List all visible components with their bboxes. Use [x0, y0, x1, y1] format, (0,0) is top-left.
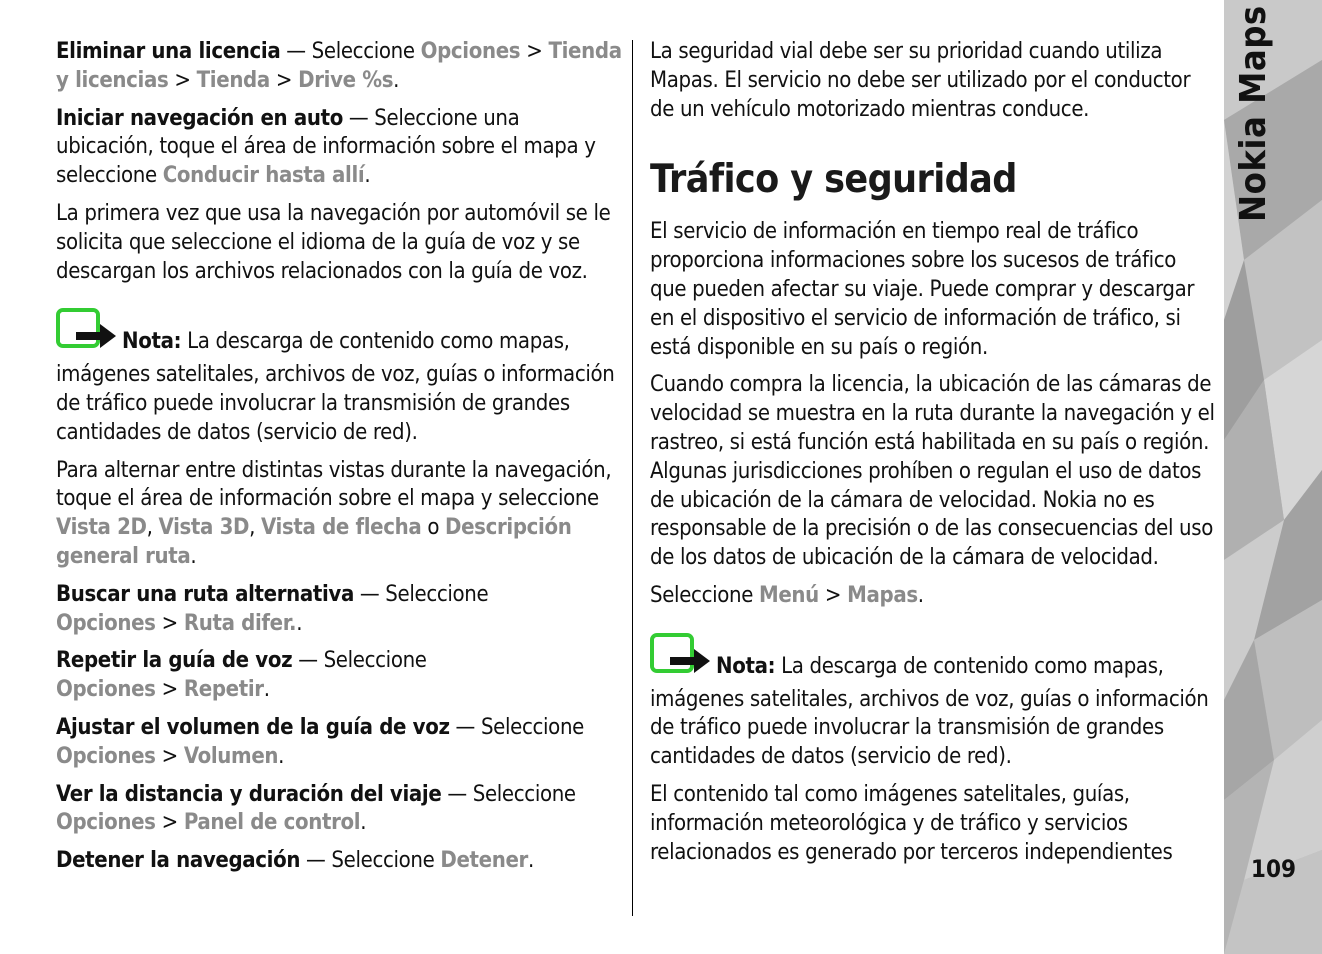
body-text: Seleccione: [650, 582, 759, 608]
separator: >: [161, 610, 178, 636]
menu-drive: Drive %s: [298, 67, 394, 93]
menu-dashboard: Panel de control: [183, 810, 361, 836]
menu-stop: Detener: [440, 848, 528, 874]
separator: >: [161, 743, 178, 769]
menu-view-3d: Vista 3D: [158, 515, 250, 541]
chapter-title: Nokia Maps: [1233, 5, 1274, 222]
menu-different-route: Ruta difer.: [183, 610, 297, 636]
conjunction: o: [421, 515, 446, 541]
label-stop-navigation: Detener la navegación: [56, 848, 301, 874]
left-column: [56, 38, 622, 885]
paragraph-repeat-voice: [56, 647, 622, 705]
comma: ,: [249, 515, 261, 541]
menu-arrow-view: Vista de flecha: [260, 515, 422, 541]
right-column: [650, 38, 1216, 876]
period: .: [917, 582, 924, 608]
period: .: [527, 848, 534, 874]
paragraph-traffic-info: El servicio de información en tiempo real de tráfico proporciona informaciones sobre los sucesos de tráfico que pueden afectar su viaje. Puede comprar y descargar en el dispositivo el servicio de información de tráfico, si está disponible en su país o región.: [650, 219, 1195, 360]
separator: >: [275, 67, 293, 93]
separator: >: [161, 810, 178, 836]
period: .: [393, 67, 400, 93]
column-divider: [632, 40, 633, 916]
period: .: [190, 543, 197, 569]
menu-maps: Mapas: [847, 582, 918, 608]
paragraph-speed-cameras: Cuando compra la licencia, la ubicación de las cámaras de velocidad se muestra en la ruta durante la navegación y el rastreo, si está función está habilitada en su país o región. Algunas jurisdicciones prohíben o regulan el uso de datos de ubicación de la cámara de velocidad. Nokia no es responsable de la precisión o de las consecuencias del uso de los datos de ubicación de la cámara de velocidad.: [650, 372, 1215, 571]
menu-menu: Menú: [758, 582, 819, 608]
dash-text: — Seleccione: [353, 581, 489, 607]
label-alternative-route: Buscar una ruta alternativa: [56, 581, 354, 607]
paragraph-stop-navigation: [56, 847, 622, 876]
menu-store: Tienda: [196, 67, 270, 93]
label-trip-distance: Ver la distancia y duración del viaje: [56, 781, 442, 807]
paragraph-switch-views: [56, 457, 622, 572]
label-adjust-volume: Ajustar el volumen de la guía de voz: [56, 714, 450, 740]
menu-view-2d: Vista 2D: [56, 515, 147, 541]
note-text: La descarga de contenido como mapas, imágenes satelitales, archivos de voz, guías o información de tráfico puede involucrar la transmisión de grandes cantidades de datos (servicio de red).: [650, 653, 1209, 770]
comma: ,: [146, 515, 159, 541]
paragraph-remove-license: [56, 38, 622, 96]
menu-options: Opciones: [56, 810, 156, 836]
separator: >: [161, 677, 178, 703]
note-text: La descarga de contenido como mapas, imágenes satelitales, archivos de voz, guías o información de tráfico puede involucrar la transmisión de grandes cantidades de datos (servicio de red).: [56, 329, 615, 445]
dash-text: — Seleccione: [300, 848, 441, 874]
body-text: — Seleccione una ubicación, toque el área de información sobre el mapa y seleccione: [56, 105, 596, 189]
note-paragraph-right: [650, 633, 1216, 772]
menu-options: Opciones: [56, 610, 156, 636]
dash-text: — Seleccione: [441, 781, 576, 807]
menu-options: Opciones: [420, 39, 521, 64]
dash-text: — Seleccione: [292, 648, 427, 674]
note-icon: [56, 308, 118, 361]
menu-store-licenses: Tienda y licencias: [56, 39, 622, 93]
menu-route-overview: Descripción general ruta: [56, 515, 572, 569]
separator: >: [824, 582, 842, 608]
label-start-car-navigation: Iniciar navegación en auto: [56, 105, 343, 131]
page-number: 109: [1250, 855, 1296, 883]
body-text: Para alternar entre distintas vistas durante la navegación, toque el área de información sobre el mapa y seleccione: [56, 457, 612, 512]
paragraph-start-car-navigation: [56, 105, 622, 191]
dash-text: — Seleccione: [449, 714, 584, 740]
paragraph-road-safety: La seguridad vial debe ser su prioridad cuando utiliza Mapas. El servicio no debe ser utilizado por el conductor de un vehículo motorizado mientras conduce.: [650, 39, 1191, 122]
note-paragraph-left: [56, 308, 622, 447]
paragraph-trip-distance: [56, 781, 622, 839]
paragraph-adjust-volume: [56, 714, 622, 772]
note-label: Nota:: [122, 329, 182, 355]
note-label: Nota:: [716, 653, 776, 679]
separator: >: [526, 39, 543, 64]
paragraph-select-menu: [650, 582, 1216, 611]
dash-text: — Seleccione: [280, 39, 421, 64]
period: .: [360, 810, 367, 836]
separator: >: [174, 67, 191, 93]
period: .: [364, 163, 371, 189]
period: .: [278, 743, 285, 769]
paragraph-alternative-route: [56, 581, 622, 639]
menu-repeat: Repetir: [183, 677, 264, 703]
menu-drive-to: Conducir hasta allí: [162, 163, 365, 189]
menu-options: Opciones: [56, 677, 156, 703]
note-icon: [650, 633, 712, 686]
menu-volume: Volumen: [183, 743, 279, 769]
period: .: [296, 610, 303, 636]
period: .: [263, 677, 270, 703]
paragraph-third-party-content: El contenido tal como imágenes satelitales, guías, información meteorológica y de tráfico y servicios relacionados es generado por terceros independientes: [650, 781, 1173, 865]
section-heading-traffic-safety: Tráfico y seguridad: [650, 157, 1017, 203]
menu-options: Opciones: [56, 743, 156, 769]
label-remove-license: Eliminar una licencia: [56, 39, 281, 64]
paragraph-first-time-voice: La primera vez que usa la navegación por automóvil se le solicita que seleccione el idioma de la guía de voz y se descargan los archivos relacionados con la guía de voz.: [56, 200, 611, 284]
label-repeat-voice: Repetir la guía de voz: [56, 648, 293, 674]
